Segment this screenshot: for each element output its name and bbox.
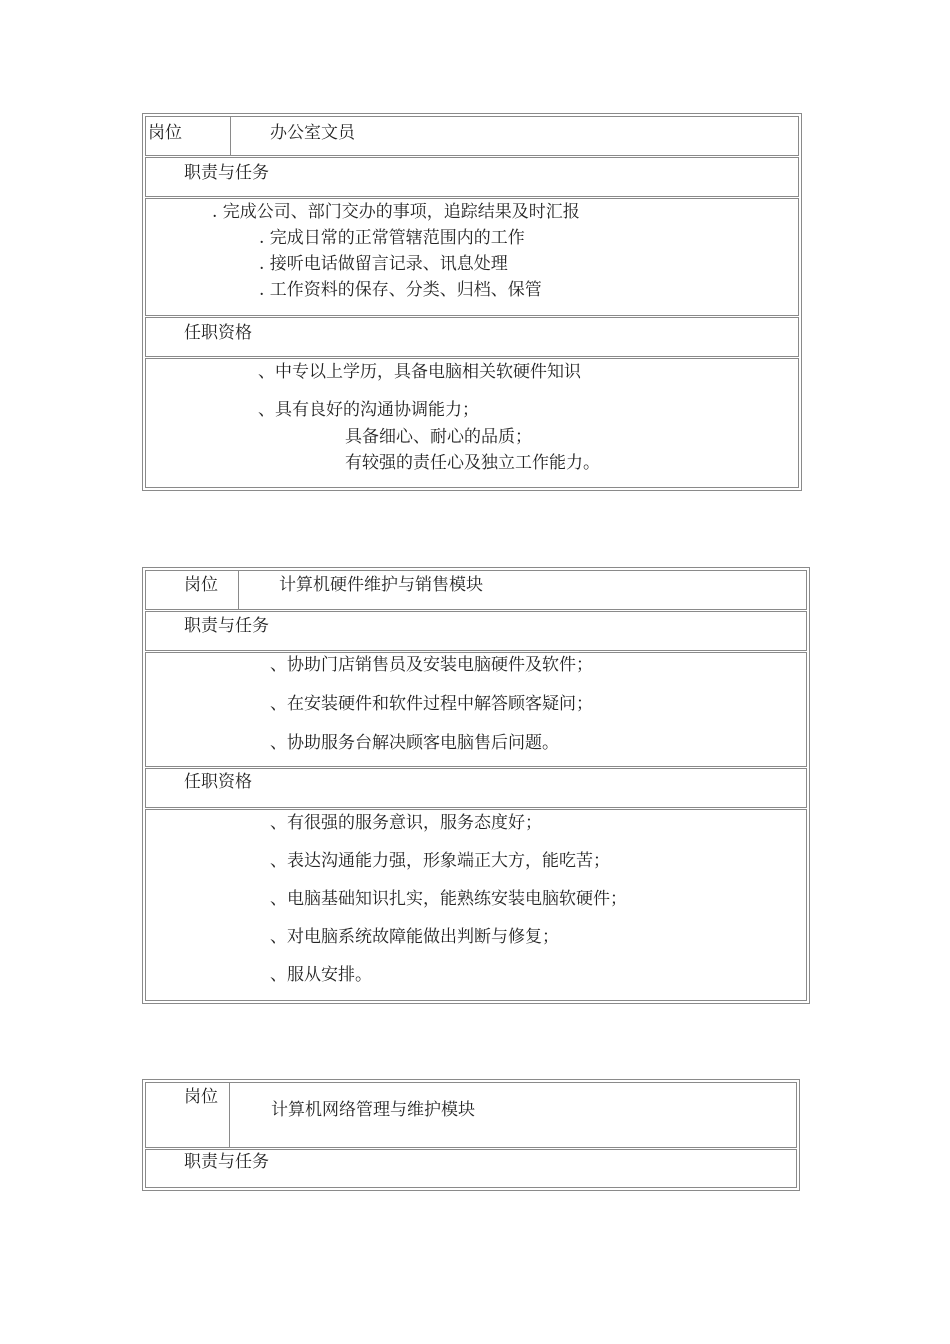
post-label: 岗位 (184, 1087, 218, 1107)
qual-heading: 任职资格 (184, 323, 252, 343)
qual-heading: 任职资格 (184, 772, 252, 792)
duties-heading-row (145, 1149, 797, 1188)
post-label: 岗位 (184, 575, 218, 595)
duties-heading-row (145, 157, 799, 197)
qual-item: 、表达沟通能力强，形象端正大方，能吃苦； (270, 851, 610, 871)
post-value: 计算机硬件维护与销售模块 (279, 575, 483, 595)
duty-item: . 工作资料的保存、分类、归档、保管 (259, 280, 542, 300)
duty-item: 、在安装硬件和软件过程中解答顾客疑问； (270, 694, 593, 714)
duty-item: . 完成日常的正常管辖范围内的工作 (259, 228, 525, 248)
duties-body-row (145, 652, 807, 767)
duties-heading: 职责与任务 (184, 163, 269, 183)
qual-heading-row (145, 768, 807, 808)
qual-item: 具备细心、耐心的品质； (345, 427, 532, 447)
qual-heading-row (145, 317, 799, 357)
duty-item: . 完成公司、部门交办的事项，追踪结果及时汇报 (212, 202, 580, 222)
duties-heading: 职责与任务 (184, 616, 269, 636)
qual-body-row (145, 809, 807, 1001)
qual-body-row (145, 358, 799, 488)
duty-item: 、协助门店销售员及安装电脑硬件及软件； (270, 655, 593, 675)
post-row (145, 1082, 797, 1148)
duties-body-row (145, 198, 799, 316)
post-value: 计算机网络管理与维护模块 (271, 1100, 475, 1120)
qual-item: 、服从安排。 (270, 965, 372, 985)
job-table-office-clerk (142, 113, 802, 491)
duties-heading-row (145, 611, 807, 651)
duty-item: 、协助服务台解决顾客电脑售后问题。 (270, 733, 559, 753)
qual-item: 、对电脑系统故障能做出判断与修复； (270, 927, 559, 947)
job-table-network-admin (142, 1079, 800, 1191)
qual-item: 有较强的责任心及独立工作能力。 (345, 453, 600, 473)
duty-item: . 接听电话做留言记录、讯息处理 (259, 254, 508, 274)
post-row (145, 116, 799, 156)
qual-item: 、有很强的服务意识，服务态度好； (270, 813, 542, 833)
qual-item: 、具有良好的沟通协调能力； (258, 400, 479, 420)
post-label: 岗位 (148, 123, 182, 143)
post-value: 办公室文员 (270, 123, 355, 143)
post-row (145, 570, 807, 610)
qual-item: 、电脑基础知识扎实，能熟练安装电脑软硬件； (270, 889, 627, 909)
duties-heading: 职责与任务 (184, 1152, 269, 1172)
qual-item: 、中专以上学历，具备电脑相关软硬件知识 (258, 362, 581, 382)
job-table-hardware-sales (142, 567, 810, 1004)
